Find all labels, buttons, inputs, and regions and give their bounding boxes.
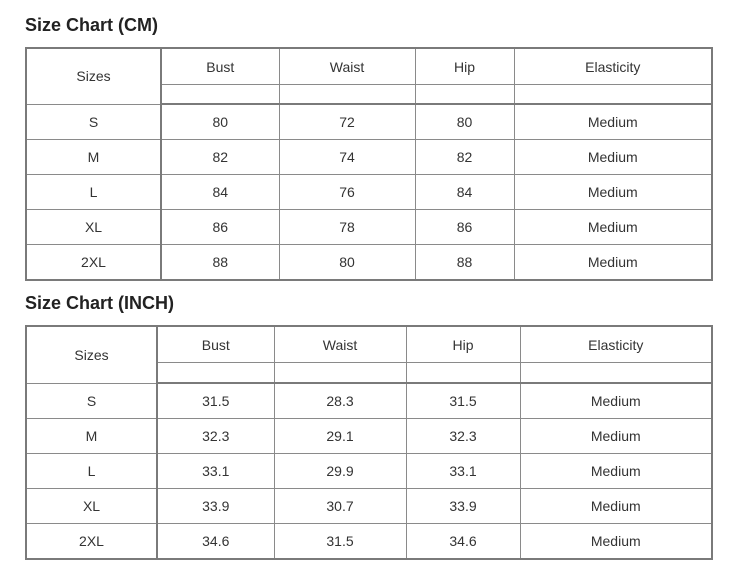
cell-size: 2XL [26,524,157,560]
cell-waist: 29.9 [274,454,406,489]
header-elasticity: Elasticity [520,326,712,363]
cell-size: XL [26,210,161,245]
table-header-row [26,48,712,85]
table-row [26,245,712,281]
cell-elasticity: Medium [520,383,712,419]
cell-bust: 32.3 [157,419,274,454]
table-header-row [26,326,712,363]
cell-hip: 88 [415,245,514,281]
cell-size: L [26,454,157,489]
cell-waist: 30.7 [274,489,406,524]
header-sub-cell [161,85,279,105]
cell-hip: 34.6 [406,524,520,560]
header-waist: Waist [279,48,415,85]
header-sizes: Sizes [26,326,157,383]
table-row [26,489,712,524]
cell-bust: 33.9 [157,489,274,524]
cell-bust: 33.1 [157,454,274,489]
cell-elasticity: Medium [514,210,712,245]
cell-size: XL [26,489,157,524]
cell-bust: 88 [161,245,279,281]
cell-bust: 86 [161,210,279,245]
cell-elasticity: Medium [514,104,712,140]
header-hip: Hip [415,48,514,85]
header-elasticity: Elasticity [514,48,712,85]
table-row [26,104,712,140]
header-waist: Waist [274,326,406,363]
header-sub-cell [157,363,274,384]
cell-hip: 86 [415,210,514,245]
header-sub-cell [514,85,712,105]
cell-hip: 84 [415,175,514,210]
cell-hip: 31.5 [406,383,520,419]
cell-bust: 84 [161,175,279,210]
cell-waist: 74 [279,140,415,175]
cell-bust: 34.6 [157,524,274,560]
cell-size: L [26,175,161,210]
cell-waist: 72 [279,104,415,140]
cell-elasticity: Medium [514,175,712,210]
header-bust: Bust [161,48,279,85]
table-row [26,140,712,175]
cell-bust: 80 [161,104,279,140]
cell-hip: 82 [415,140,514,175]
cell-elasticity: Medium [520,524,712,560]
table-row [26,419,712,454]
cell-bust: 82 [161,140,279,175]
cell-size: M [26,419,157,454]
table-row [26,383,712,419]
table-row [26,175,712,210]
cell-elasticity: Medium [514,140,712,175]
table-row [26,524,712,560]
cell-hip: 32.3 [406,419,520,454]
size-chart-cm-table [25,47,713,281]
size-chart-inch-table [25,325,713,560]
cell-size: 2XL [26,245,161,281]
cell-waist: 78 [279,210,415,245]
cell-waist: 31.5 [274,524,406,560]
cell-waist: 76 [279,175,415,210]
cell-elasticity: Medium [520,454,712,489]
cell-elasticity: Medium [520,489,712,524]
header-sub-cell [520,363,712,384]
header-sub-cell [415,85,514,105]
header-sub-cell [279,85,415,105]
header-sizes: Sizes [26,48,161,104]
cell-elasticity: Medium [520,419,712,454]
cell-bust: 31.5 [157,383,274,419]
cell-waist: 28.3 [274,383,406,419]
table-row [26,210,712,245]
cell-size: S [26,383,157,419]
cell-waist: 29.1 [274,419,406,454]
cell-waist: 80 [279,245,415,281]
header-sub-cell [274,363,406,384]
size-chart-cm-title: Size Chart (CM) [25,15,159,35]
header-bust: Bust [157,326,274,363]
size-chart-inch-title: Size Chart (INCH) [25,293,175,313]
cell-hip: 33.1 [406,454,520,489]
cell-size: M [26,140,161,175]
header-hip: Hip [406,326,520,363]
cell-hip: 33.9 [406,489,520,524]
cell-size: S [26,104,161,140]
cell-elasticity: Medium [514,245,712,281]
cell-hip: 80 [415,104,514,140]
table-row [26,454,712,489]
header-sub-cell [406,363,520,384]
